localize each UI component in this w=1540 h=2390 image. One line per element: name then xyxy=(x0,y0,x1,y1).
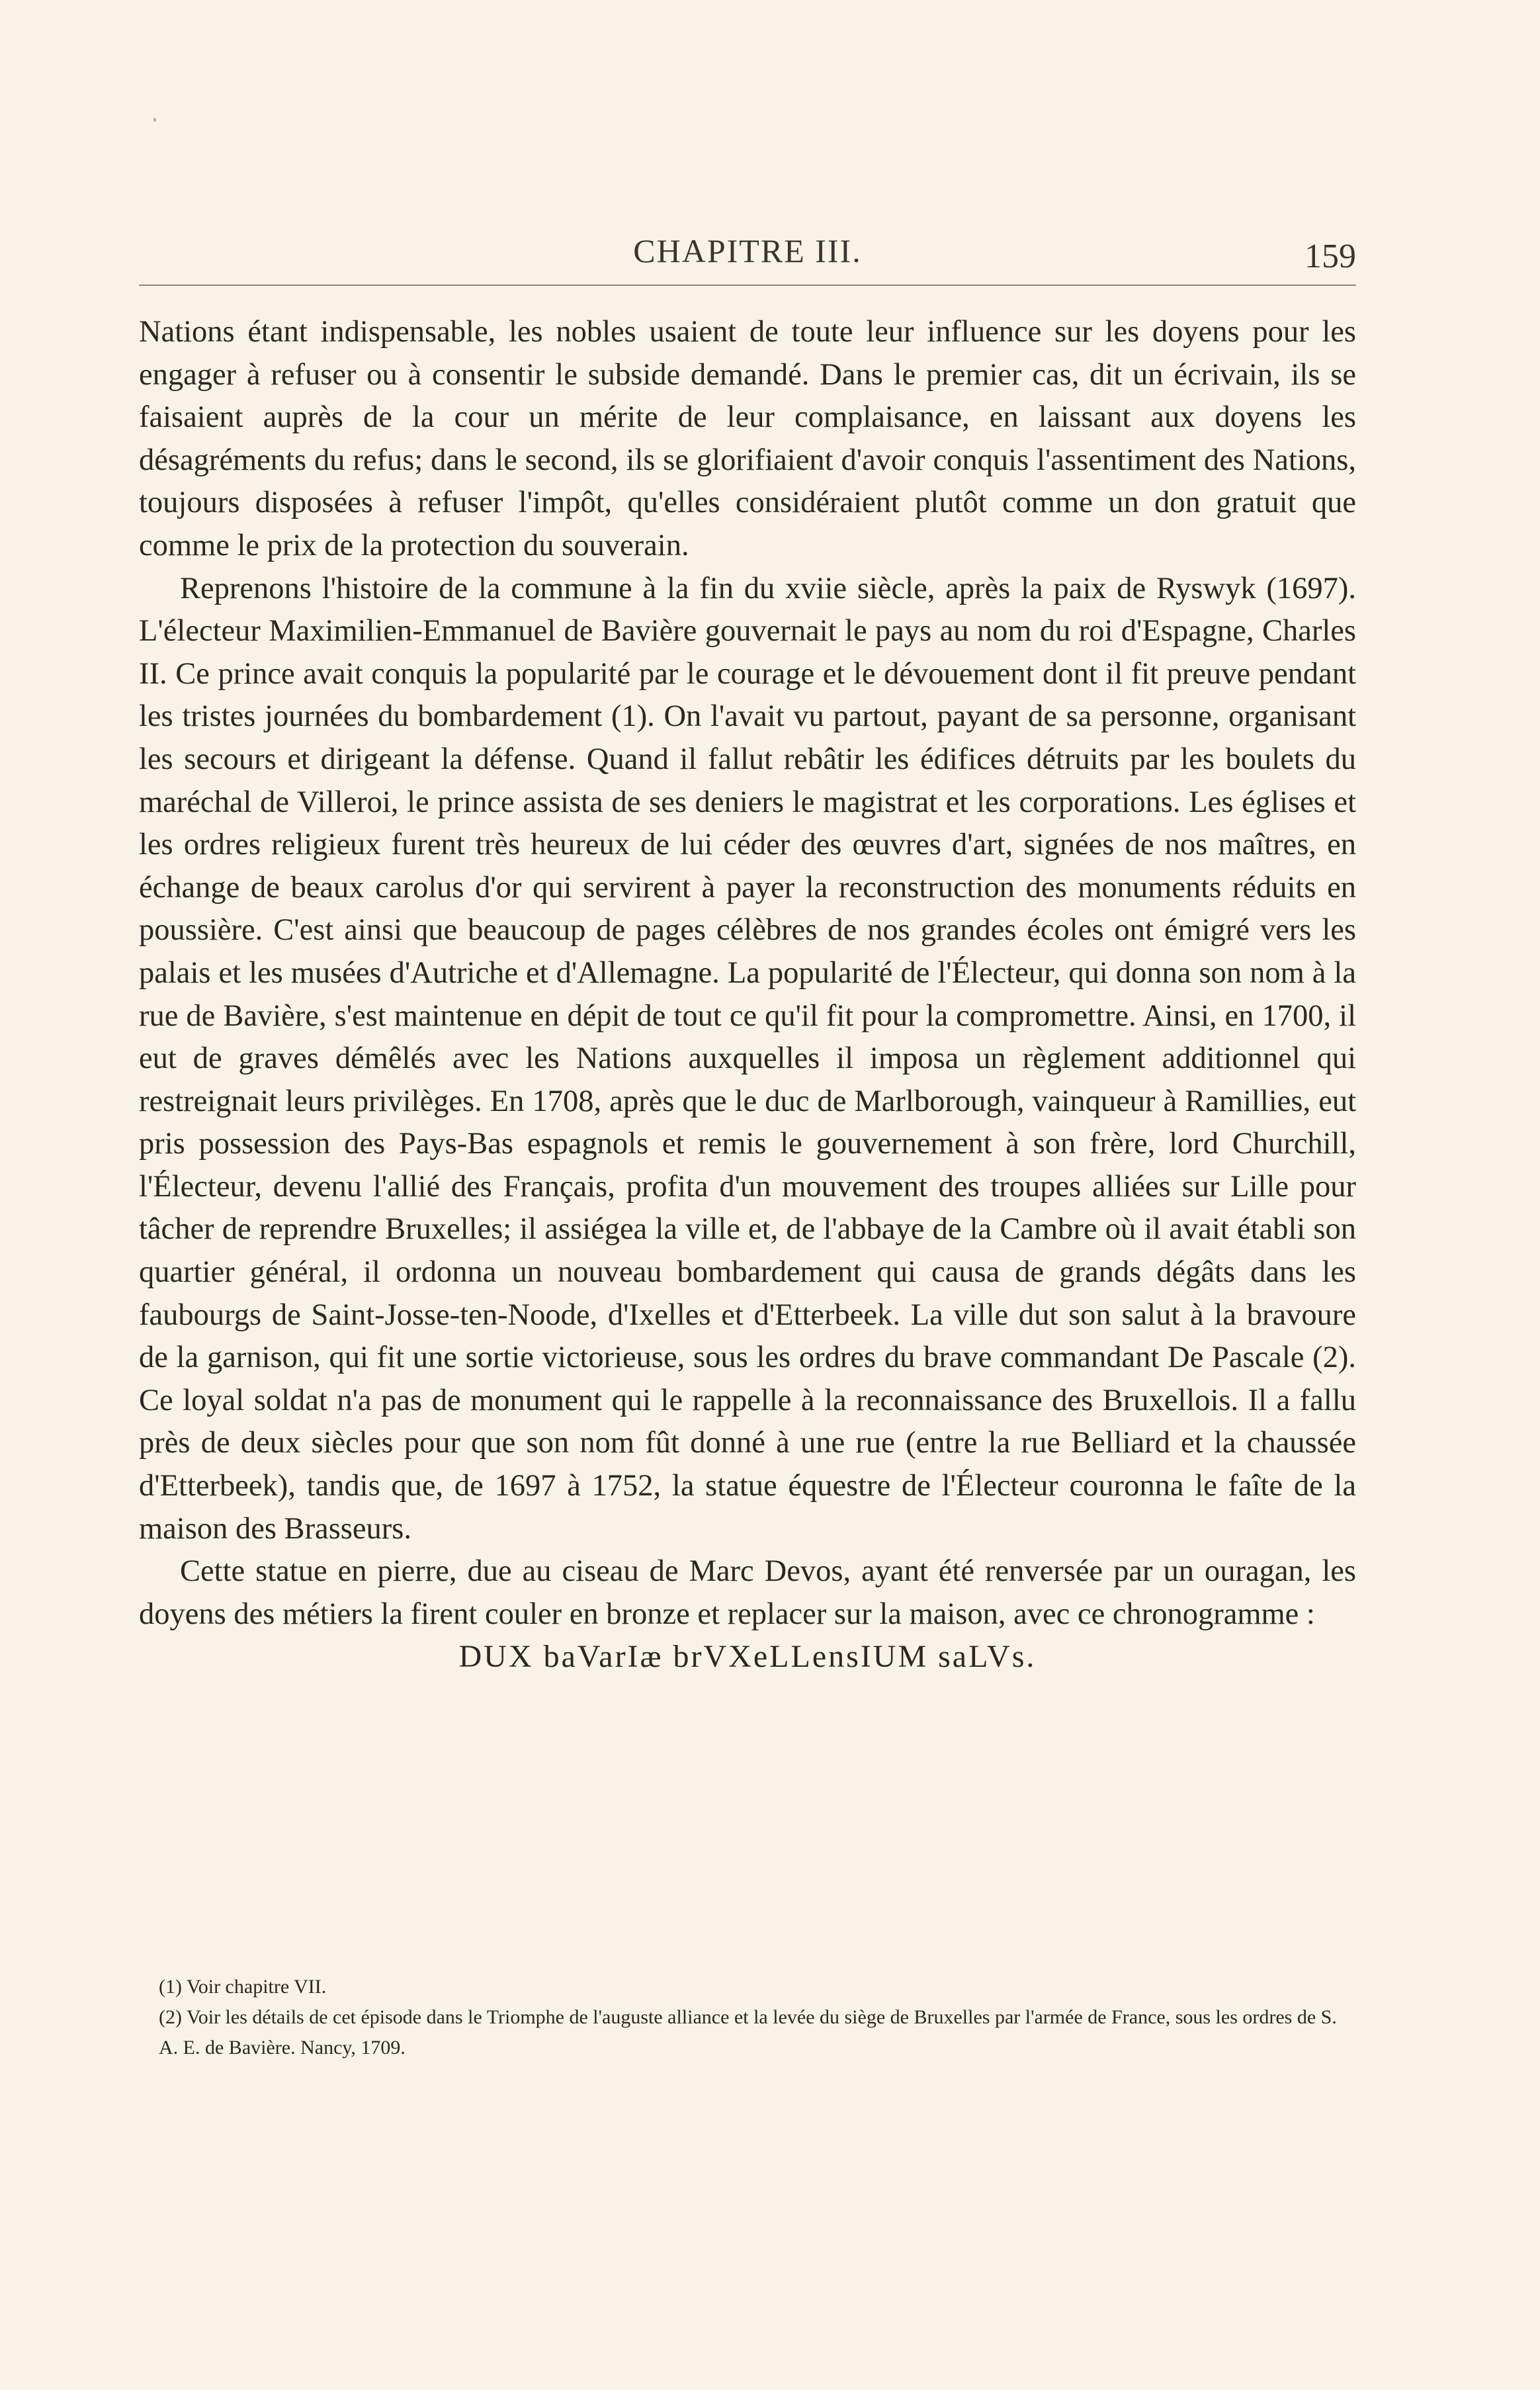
paragraph: Cette statue en pierre, due au ciseau de Marc Devos, ayant été renversée par un ouragan, les doyens des métiers la firent couler en bronze et replacer sur la maison, avec ce chronogramme : xyxy=(139,1554,1356,1631)
header-rule xyxy=(139,285,1356,286)
page-header xyxy=(139,225,1356,278)
book-page xyxy=(139,0,1356,2390)
paragraph: Nations étant indispensable, les nobles usaient de toute leur influence sur les doyens pour les engager à refuser ou à consentir le subside demandé. Dans le premier cas, dit un écrivain, ils se faisaient auprès de la cour un mérite de leur complaisance, en laissant aux doyens les désagréments du refus; dans le second, ils se glorifiaient d'avoir conquis l'assentiment des Nations, toujours disposées à refuser l'impôt, qu'elles considéraient plutôt comme un don gratuit que comme le prix de la protection du souverain. xyxy=(139,315,1356,562)
page-number: 159 xyxy=(1305,238,1356,275)
footnote: (1) Voir chapitre VII. xyxy=(159,1976,327,1998)
footnote: (2) Voir les détails de cet épisode dans le Triomphe de l'auguste alliance et la levée du siège de Bruxelles par l'armée de France, sous les ordres de S. A. E. de Bavière. Nancy, 1709. xyxy=(159,2006,1337,2058)
main-text xyxy=(139,311,1356,1679)
running-title: CHAPITRE III. xyxy=(633,232,862,269)
paragraph: Reprenons l'histoire de la commune à la fin du xviie siècle, après la paix de Ryswyk (1697). L'électeur Maximilien-Emmanuel de Bavière gouvernait le pays au nom du roi d'Espagne, Charles II. Ce prince avait conquis la popularité par le courage et le dévouement dont il fit preuve pendant les tristes journées du bombardement (1). On l'avait vu partout, payant de sa personne, organisant les secours et dirigeant la défense. Quand il fallut rebâtir les édifices détruits par les boulets du maréchal de Villeroi, le prince assista de ses deniers le magistrat et les corporations. Les églises et les ordres religieux furent très heureux de lui céder des œuvres d'art, signées de nos maîtres, en échange de beaux carolus d'or qui servirent à payer la reconstruction des monuments réduits en poussière. C'est ainsi que beaucoup de pages célèbres de nos grandes écoles ont émigré vers les palais et les musées d'Autriche et d'Allemagne. La popularité de l'Électeur, qui donna son nom à la rue de Bavière, s'est maintenue en dépit de tout ce qu'il fit pour la compromettre. Ainsi, en 1700, il eut de graves démêlés avec les Nations auxquelles il imposa un règlement additionnel qui restreignait leurs privilèges. En 1708, après que le duc de Marlborough, vainqueur à Ramillies, eut pris possession des Pays-Bas espagnols et remis le gouvernement à son frère, lord Churchill, l'Électeur, devenu l'allié des Français, profita d'un mouvement des troupes alliées sur Lille pour tâcher de reprendre Bruxelles; il assiégea la ville et, de l'abbaye de la Cambre où il avait établi son quartier général, il ordonna un nouveau bombardement qui causa de grands dégâts dans les faubourgs de Saint-Josse-ten-Noode, d'Ixelles et d'Etterbeek. La ville dut son salut à la bravoure de la garnison, qui fit une sortie victorieuse, sous les ordres du brave commandant De Pascale (2). Ce loyal soldat n'a pas de monument qui le rappelle à la reconnaissance des Bruxellois. Il a fallu près de deux siècles pour que son nom fût donné à une rue (entre la rue Belliard et la chaussée d'Etterbeek), tandis que, de 1697 à 1752, la statue équestre de l'Électeur couronna le faîte de la maison des Brasseurs. xyxy=(139,571,1356,1546)
chronogram: DUX baVarIæ brVXeLLensIUM saLVs. xyxy=(458,1639,1037,1675)
footnotes xyxy=(159,1972,1356,2063)
